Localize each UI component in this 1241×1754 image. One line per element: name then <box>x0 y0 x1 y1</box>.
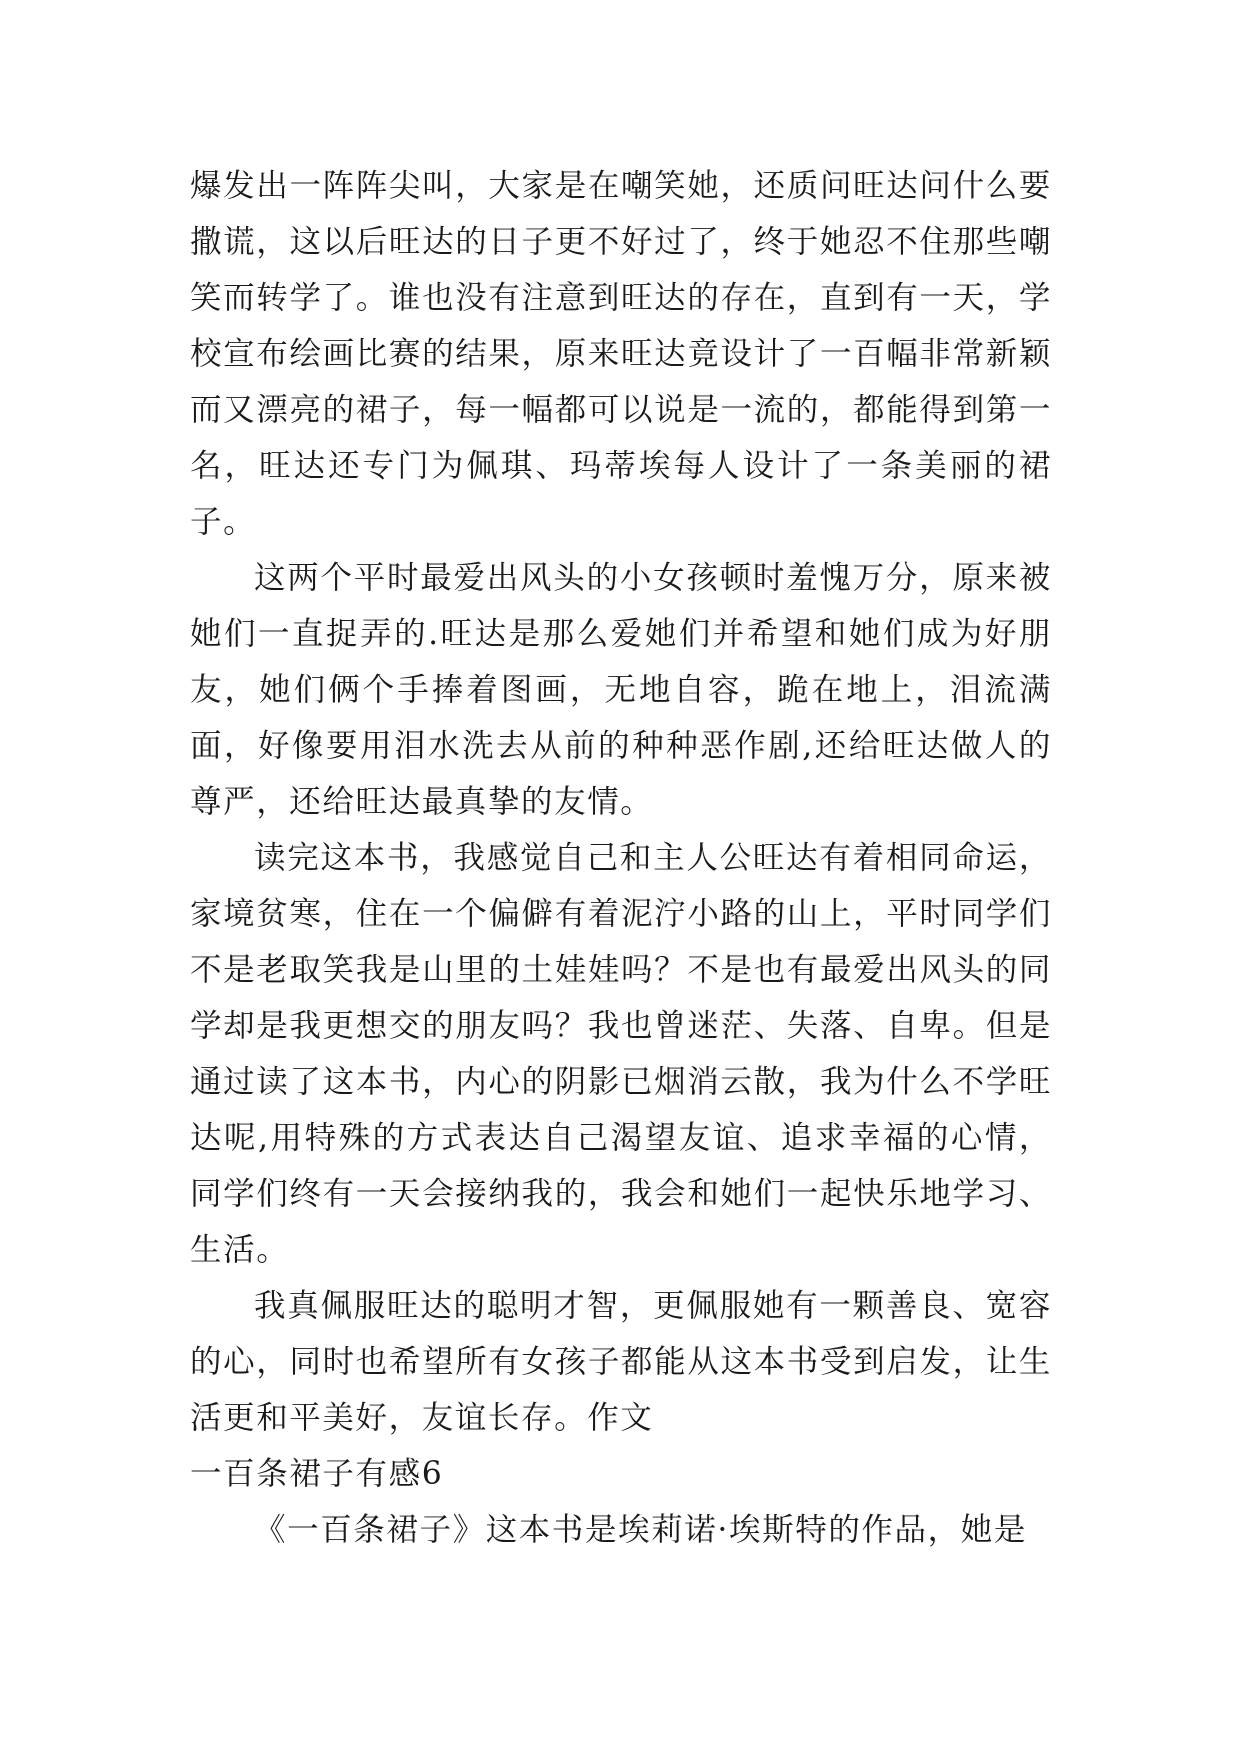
paragraph-3: 读完这本书，我感觉自己和主人公旺达有着相同命运，家境贫寒，住在一个偏僻有着泥泞小路的山上，平时同学们不是老取笑我是山里的土娃娃吗？不是也有最爱出风头的同学却是我更想交的朋友吗？我也曾迷茫、失落、自卑。但是通过读了这本书，内心的阴影已烟消云散，我为什么不学旺达呢,用特殊的方式表达自己渴望友谊、追求幸福的心情，同学们终有一天会接纳我的，我会和她们一起快乐地学习、生活。 <box>190 840 1052 1268</box>
paragraph-2: 这两个平时最爱出风头的小女孩顿时羞愧万分，原来被她们一直捉弄的.旺达是那么爱她们并希望和她们成为好朋友，她们俩个手捧着图画，无地自容，跪在地上，泪流满面，好像要用泪水洗去从前的种种恶作剧,还给旺达做人的尊严，还给旺达最真挚的友情。 <box>190 560 1052 820</box>
paragraph-1: 爆发出一阵阵尖叫，大家是在嘲笑她，还质问旺达问什么要撒谎，这以后旺达的日子更不好过了，终于她忍不住那些嘲笑而转学了。谁也没有注意到旺达的存在，直到有一天，学校宣布绘画比赛的结果，原来旺达竟设计了一百幅非常新颖而又漂亮的裙子，每一幅都可以说是一流的，都能得到第一名，旺达还专门为佩琪、玛蒂埃每人设计了一条美丽的裙子。 <box>190 168 1052 540</box>
paragraph-5: 《一百条裙子》这本书是埃莉诺·埃斯特的作品，她是 <box>254 1512 1027 1548</box>
section-heading: 一百条裙子有感6 <box>190 1456 444 1492</box>
document-body <box>190 158 1052 1558</box>
paragraph-4: 我真佩服旺达的聪明才智，更佩服她有一颗善良、宽容的心，同时也希望所有女孩子都能从这本书受到启发，让生活更和平美好，友谊长存。作文 <box>190 1288 1052 1436</box>
